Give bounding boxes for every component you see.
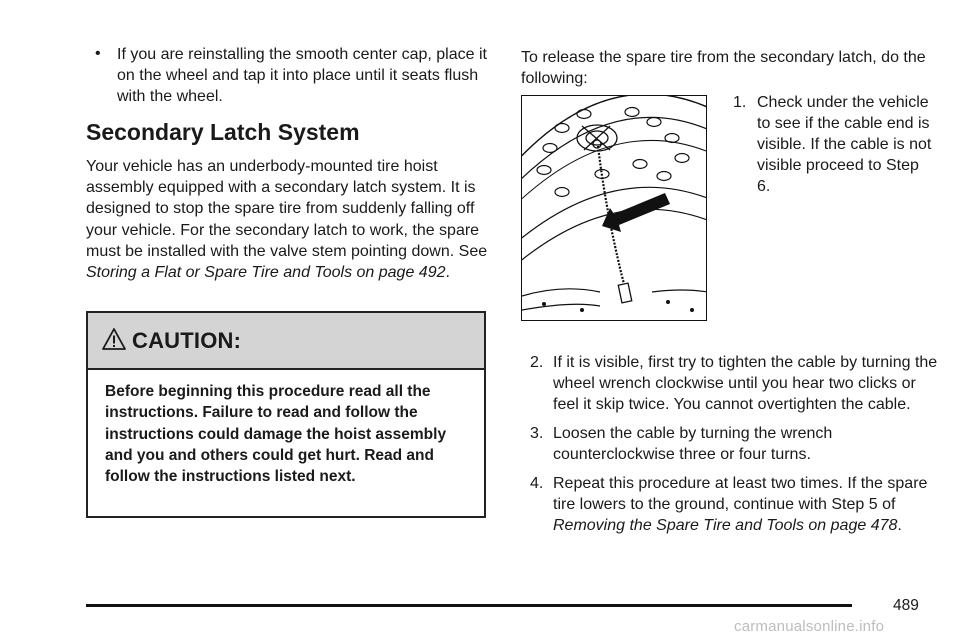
caution-body: Before beginning this procedure read all the instructions. Failure to read and follow the instructions could damage the hoist assembly and you and others could get hurt. Read and follow the instructions listed next.: [105, 383, 447, 486]
step-2: [530, 352, 940, 415]
step-number: 3.: [530, 425, 544, 442]
warning-triangle-icon: [102, 327, 126, 351]
step-number: 1.: [733, 94, 747, 111]
bullet-dot-icon: •: [95, 45, 101, 62]
step-number: 2.: [530, 354, 544, 371]
watermark: carmanualsonline.info: [734, 618, 885, 635]
footer-rule: [86, 604, 852, 607]
spare-tire-cable-illustration: [521, 95, 707, 321]
caution-header: [88, 313, 484, 370]
step-text: Check under the vehicle to see if the cable end is visible. If the cable is not visible proceed to Step 6.: [757, 94, 932, 195]
bullet-item: [86, 44, 490, 107]
step-list: [530, 352, 940, 544]
page-number: 489: [893, 597, 919, 614]
caution-box: [86, 311, 486, 518]
cross-reference-link[interactable]: Removing the Spare Tire and Tools on page 478: [553, 517, 898, 534]
caution-title: CAUTION:: [132, 327, 242, 353]
cross-reference-link[interactable]: Storing a Flat or Spare Tire and Tools on page 492: [86, 264, 446, 282]
body-paragraph: [86, 156, 496, 283]
paragraph-end: .: [445, 264, 450, 282]
step-3: [530, 423, 940, 465]
tire-diagram-svg: [522, 96, 707, 321]
step-text: Loosen the cable by turning the wrench counterclockwise three or four turns.: [553, 425, 833, 463]
step-4: [530, 473, 940, 536]
step-1: [733, 92, 933, 197]
bullet-text: If you are reinstalling the smooth center cap, place it on the wheel and tap it into place until it seats flush with the wheel.: [117, 46, 487, 105]
step-number: 4.: [530, 475, 544, 492]
step-4-text: Repeat this procedure at least two times. If the spare tire lowers to the ground, continue with Step 5 of: [553, 475, 928, 513]
intro-text: To release the spare tire from the secondary latch, do the following:: [521, 49, 926, 87]
step-4-end: .: [897, 517, 902, 534]
step-text: If it is visible, first try to tighten the cable by turning the wheel wrench clockwise until you hear two clicks or feel it skip twice. You cannot overtighten the cable.: [553, 354, 938, 413]
step-text: [530, 473, 940, 536]
paragraph-text: Your vehicle has an underbody-mounted tire hoist assembly equipped with a secondary latch system. It is designed to stop the spare tire from suddenly falling off your vehicle. For the secondary latch to work, the spare must be installed with the valve stem pointing down. See: [86, 158, 488, 260]
section-title: Secondary Latch System: [86, 119, 360, 145]
